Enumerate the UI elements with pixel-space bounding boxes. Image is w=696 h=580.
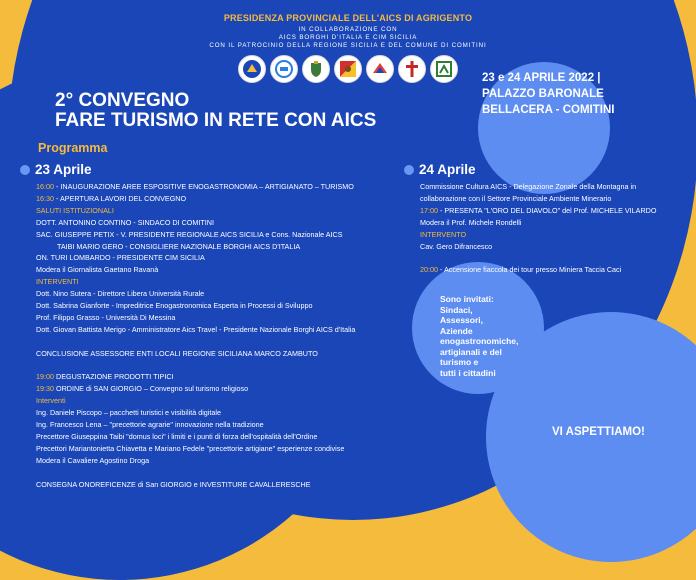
program-line: Cav. Gero Difrancesco — [420, 241, 493, 251]
day2-title: 24 Aprile — [419, 162, 476, 177]
program-line: 16:00 - INAUGURAZIONE AREE ESPOSITIVE ENOGASTRONOMIA – ARTIGIANATO – TURISMO — [36, 182, 354, 191]
program-line: Ing. Francesco Lena – "precettorie agrarie" innovazione nella tradizione — [36, 420, 264, 430]
program-line: 17:00 - PRESENTA "L'ORO DEL DIAVOLO" del Prof. MICHELE VILARDO — [420, 205, 657, 215]
section-label: SALUTI ISTITUZIONALI — [36, 205, 114, 215]
program-line: Modera il Cavaliere Agostino Droga — [36, 455, 150, 465]
event-title-2: FARE TURISMO IN RETE CON AICS — [55, 110, 377, 131]
patronage-line: CON IL PATROCINIO DELLA REGIONE SICILIA E DEL COMUNE DI COMITINI — [209, 42, 487, 49]
program-line: Modera il Giornalista Gaetano Ravanà — [36, 265, 159, 275]
event-dates-venue — [482, 70, 614, 118]
program-line: TAIBI MARIO GERO - CONSIGLIERE NAZIONALE BORGHI AICS D'ITALIA — [57, 241, 301, 251]
borghi-logo-icon — [430, 55, 458, 83]
program-line: CONSEGNA ONOREFICENZE di San GIORGIO e INVESTITURE CAVALLERESCHE — [36, 479, 311, 489]
day2-program — [420, 181, 656, 276]
aics-logo-icon — [238, 55, 266, 83]
program-line: 16:30 - APERTURA LAVORI DEL CONVEGNO — [36, 193, 187, 203]
program-line: ON. TURI LOMBARDO - PRESIDENTE CIM SICILIA — [36, 253, 205, 263]
program-line: Prof. Filippo Grasso - Università Di Messina — [36, 312, 176, 322]
organizer-title: PRESIDENZA PROVINCIALE DELL'AICS DI AGRIGENTO — [223, 13, 473, 23]
program-line: SAC. GIUSEPPE PETIX - V. PRESIDENTE REGIONALE AICS SICILIA e Cons. Nazionale AICS — [36, 229, 343, 239]
event-title-1: 2° CONVEGNO — [55, 90, 190, 111]
program-line: Ing. Daniele Piscopo – pacchetti turistici e visibilità digitale — [36, 408, 221, 418]
section-label: INTERVENTO — [420, 229, 467, 239]
program-line: CONCLUSIONE ASSESSORE ENTI LOCALI REGIONE SICILIANA MARCO ZAMBUTO — [36, 348, 318, 358]
section-label: INTERVENTI — [36, 277, 79, 287]
aics-travel-icon — [366, 55, 394, 83]
program-line: Modera il Prof. Michele Rondelli — [420, 217, 522, 227]
program-line: Precettori Mariantonietta Chiavetta e Mariano Fedele "precettorie artigiane" esperienze condivise — [36, 443, 345, 453]
program-line: 20:00 - Accensione fiaccola dei tour presso Miniera Taccia Caci — [420, 265, 622, 275]
program-line: 19:30 ORDINE di SAN GIORGIO – Convegno sul turismo religioso — [36, 384, 249, 394]
collaboration-line: IN COLLABORAZIONE CON — [298, 26, 398, 33]
program-line: 19:00 DEGUSTAZIONE PRODOTTI TIPICI — [36, 372, 174, 382]
day1-heading — [20, 162, 92, 177]
program-line: Precettore Giuseppina Taibi "domus loci" i limiti e i punti di forza dell'ospitalità dell'Ordine — [36, 432, 318, 441]
bullet-icon — [20, 165, 30, 175]
sicilia-flag-icon — [334, 55, 362, 83]
program-line: Dott. Sabrina Gianforte - Impreditrice Enogastronomica Esperta in Processi di Sviluppo — [36, 301, 313, 311]
event-dates: 23 e 24 APRILE 2022 | — [482, 72, 601, 84]
program-line: Dott. Nino Sutera - Direttore Libera Università Rurale — [36, 289, 205, 299]
invited-list: Sono invitati: Sindaci, Assessori, Aziende enogastronomiche, artigianali e del turismo e tutti i cittadini — [440, 294, 519, 378]
cross-icon — [398, 55, 426, 83]
programma-heading: Programma — [38, 141, 108, 155]
venue-line-2: BELLACERA - COMITINI — [482, 104, 615, 116]
venue-line-1: PALAZZO BARONALE — [482, 88, 604, 100]
day1-program — [36, 181, 355, 491]
program-line: Commissione Cultura AICS - Delegazione Zonale della Montagna in — [420, 182, 637, 191]
day2-heading — [404, 162, 476, 177]
day1-title: 23 Aprile — [35, 162, 92, 177]
welcome-text: VI ASPETTIAMO! — [552, 426, 645, 438]
section-label: Interventi — [36, 396, 66, 406]
cim-logo-icon — [270, 55, 298, 83]
logo-row — [238, 55, 458, 83]
program-line: DOTT. ANTONINO CONTINO - SINDACO DI COMITINI — [36, 217, 214, 227]
program-line: collaborazione con il Settore Provinciale Ambiente Minerario — [420, 193, 612, 203]
program-line: Dott. Giovan Battista Merigo - Amministratore Aics Travel - Presidente Nazionale Borghi AICS d'Italia — [36, 324, 356, 334]
comune-crest-icon — [302, 55, 330, 83]
partners-line: AICS BORGHI D'ITALIA E CIM SICILIA — [278, 34, 418, 41]
bullet-icon — [404, 165, 414, 175]
